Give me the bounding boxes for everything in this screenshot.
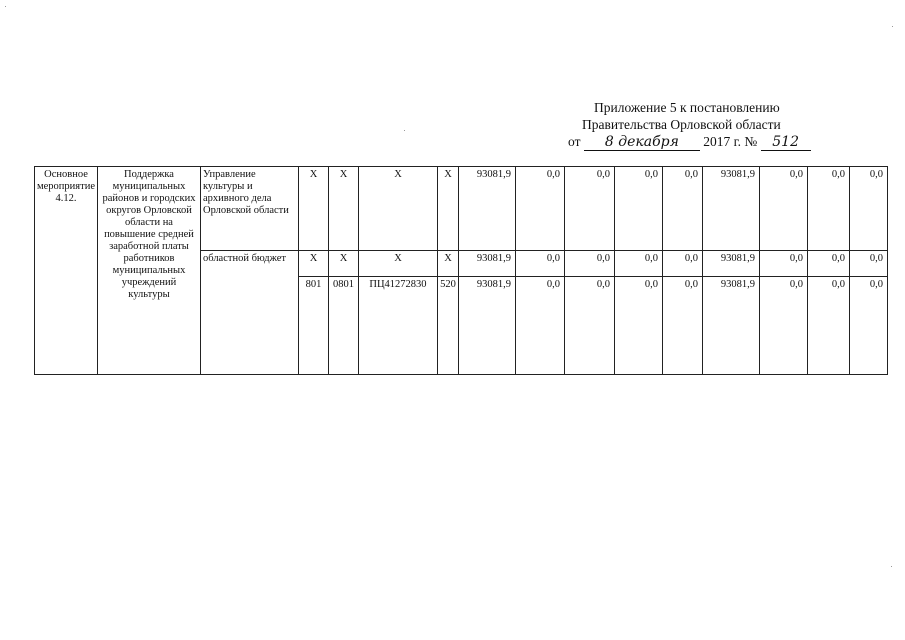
value-cell: 0,0 bbox=[759, 167, 807, 251]
value-cell: 0,0 bbox=[614, 251, 662, 277]
value-cell: 0,0 bbox=[614, 277, 662, 375]
csr-cell: ПЦ41272830 bbox=[358, 277, 437, 375]
appendix-title: Приложение 5 к постановлению bbox=[594, 100, 780, 115]
value-cell: 0,0 bbox=[564, 167, 614, 251]
csr-cell: Х bbox=[358, 167, 437, 251]
value-cell: 0,0 bbox=[807, 277, 849, 375]
total-cell: 93081,9 bbox=[458, 167, 515, 251]
handwritten-date: 8 декабря bbox=[584, 134, 700, 151]
value-cell: 0,0 bbox=[662, 277, 702, 375]
value-cell: 0,0 bbox=[515, 167, 564, 251]
rz-cell: Х bbox=[328, 167, 358, 251]
vr-cell: 520 bbox=[437, 277, 458, 375]
value-cell: 0,0 bbox=[515, 251, 564, 277]
main-event-cell: Основное мероприятие 4.12. bbox=[35, 167, 98, 375]
table-row bbox=[35, 167, 888, 251]
executor-cell: областной бюджет bbox=[200, 251, 298, 375]
program-name-cell: Поддержка муниципальных районов и городских округов Орловской области на повышение средней заработной платы работников муниципальных учреждений культуры bbox=[97, 167, 200, 375]
handwritten-number: 512 bbox=[761, 134, 811, 151]
from-label: от bbox=[568, 134, 581, 149]
value-cell: 0,0 bbox=[849, 251, 887, 277]
value-cell: 0,0 bbox=[759, 251, 807, 277]
value-cell: 0,0 bbox=[564, 277, 614, 375]
rz-cell: Х bbox=[328, 251, 358, 277]
budget-table bbox=[34, 166, 888, 375]
grbs-cell: Х bbox=[298, 251, 328, 277]
scan-speck bbox=[404, 130, 405, 131]
scan-speck bbox=[892, 26, 893, 27]
value-cell: 0,0 bbox=[614, 167, 662, 251]
value-cell: 93081,9 bbox=[702, 251, 759, 277]
value-cell: 0,0 bbox=[564, 251, 614, 277]
value-cell: 0,0 bbox=[807, 167, 849, 251]
rz-cell: 0801 bbox=[328, 277, 358, 375]
grbs-cell: Х bbox=[298, 167, 328, 251]
appendix-subtitle: Правительства Орловской области bbox=[582, 117, 781, 132]
value-cell: 0,0 bbox=[807, 251, 849, 277]
value-cell: 0,0 bbox=[662, 167, 702, 251]
value-cell: 0,0 bbox=[849, 277, 887, 375]
csr-cell: Х bbox=[358, 251, 437, 277]
grbs-cell: 801 bbox=[298, 277, 328, 375]
total-cell: 93081,9 bbox=[458, 251, 515, 277]
value-cell: 93081,9 bbox=[702, 167, 759, 251]
value-cell: 0,0 bbox=[662, 251, 702, 277]
year-label: 2017 г. № bbox=[703, 134, 758, 149]
value-cell: 93081,9 bbox=[702, 277, 759, 375]
scan-speck bbox=[891, 566, 892, 567]
decree-date-line bbox=[568, 134, 811, 151]
value-cell: 0,0 bbox=[515, 277, 564, 375]
executor-cell: Управление культуры и архивного дела Орловской области bbox=[200, 167, 298, 251]
vr-cell: Х bbox=[437, 167, 458, 251]
scan-speck bbox=[5, 6, 6, 7]
vr-cell: Х bbox=[437, 251, 458, 277]
total-cell: 93081,9 bbox=[458, 277, 515, 375]
value-cell: 0,0 bbox=[849, 167, 887, 251]
value-cell: 0,0 bbox=[759, 277, 807, 375]
